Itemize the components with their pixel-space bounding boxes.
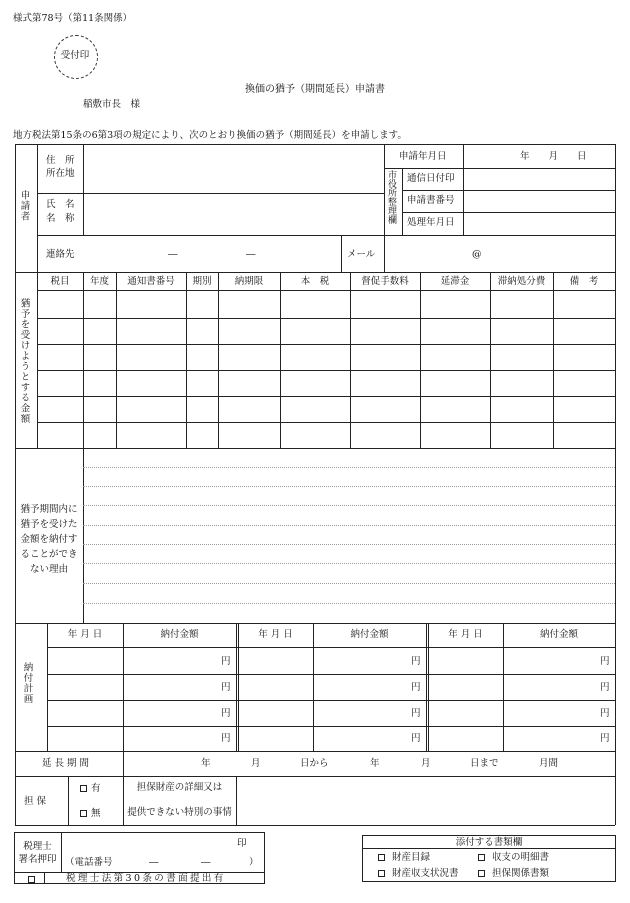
attachment-income-statement[interactable]: 収支の明細書 bbox=[478, 853, 549, 863]
col-principal-tax: 本 税 bbox=[300, 276, 330, 287]
table-right-border bbox=[615, 144, 616, 825]
yen-mark: 円 bbox=[411, 733, 421, 744]
col-due-date: 納期限 bbox=[234, 276, 264, 287]
office-use-vertical-label: 市役所整理欄 bbox=[386, 170, 396, 224]
address-label: 住 所 bbox=[46, 155, 75, 166]
collateral-note-2: 提供できない特別の事情 bbox=[127, 807, 232, 818]
yen-mark: 円 bbox=[600, 656, 610, 667]
postmark-label: 通信日付印 bbox=[407, 173, 455, 184]
entity-name-label: 名 称 bbox=[46, 213, 75, 224]
stamp-label: 受付印 bbox=[60, 50, 90, 61]
article30-checkbox[interactable] bbox=[28, 874, 39, 885]
phone-dash-2: ― bbox=[246, 249, 256, 260]
yen-mark: 円 bbox=[411, 656, 421, 667]
ext-until-month: 月 bbox=[421, 758, 431, 769]
attachment-collateral-docs[interactable]: 担保関係書類 bbox=[478, 869, 549, 879]
phone-dash: ― bbox=[149, 857, 159, 868]
seal-mark: 印 bbox=[237, 838, 247, 849]
col-tax-item: 税目 bbox=[50, 276, 70, 287]
location-label: 所在地 bbox=[46, 168, 75, 179]
tax-accountant-label: 税理士 bbox=[23, 841, 52, 852]
reason-label: 猶予期間内に 猶予を受けた 金額を納付す ることができ ない理由 bbox=[20, 504, 78, 575]
form-number: 様式第78号（第11条関係） bbox=[13, 13, 133, 24]
table-bottom-border bbox=[15, 825, 615, 826]
col-late-charge: 延滞金 bbox=[440, 276, 470, 287]
processed-date-label: 処理年月日 bbox=[407, 217, 455, 228]
plan-date-header-3: 年 月 日 bbox=[448, 629, 483, 640]
applicant-section-label: 申請者 bbox=[18, 190, 30, 222]
application-date-value: 年 月 日 bbox=[520, 151, 587, 162]
plan-date-header-1: 年 月 日 bbox=[67, 629, 103, 640]
plan-date-header-2: 年 月 日 bbox=[258, 629, 293, 640]
collateral-no-option[interactable]: 無 bbox=[80, 809, 101, 819]
mail-label: メール bbox=[347, 249, 376, 260]
application-number-label: 申請書番号 bbox=[407, 195, 455, 206]
yen-mark: 円 bbox=[221, 656, 231, 667]
addressee: 稲敷市長 様 bbox=[83, 99, 141, 110]
yen-mark: 円 bbox=[600, 733, 610, 744]
ext-from-day: 日から bbox=[300, 758, 329, 769]
yen-mark: 円 bbox=[411, 708, 421, 719]
article30-text: 税理士法第30条の書面提出有 bbox=[66, 873, 226, 884]
plan-amount-header-1: 納付金額 bbox=[160, 629, 199, 640]
ext-from-year: 年 bbox=[201, 758, 211, 769]
ext-months: 月間 bbox=[539, 758, 559, 769]
intro-text: 地方税法第15条の6第3項の規定により、次のとおり換価の猶予（期間延長）を申請します。 bbox=[13, 130, 407, 141]
phone-close-paren: ） bbox=[249, 857, 259, 868]
ext-until-day: 日まで bbox=[470, 758, 499, 769]
table-left-border bbox=[15, 144, 16, 825]
contact-phone-field[interactable] bbox=[86, 238, 338, 270]
name-field[interactable] bbox=[86, 196, 382, 233]
ext-from-month: 月 bbox=[251, 758, 261, 769]
attachment-property-list[interactable]: 財産目録 bbox=[378, 853, 430, 863]
collateral-label: 担 保 bbox=[24, 796, 47, 807]
amount-section-label: 猶予を受けようとする金額 bbox=[18, 298, 30, 424]
checkbox-no[interactable] bbox=[80, 810, 87, 817]
contact-label: 連絡先 bbox=[46, 249, 75, 260]
plan-amount-header-3: 納付金額 bbox=[539, 629, 578, 640]
application-date-label: 申請年月日 bbox=[399, 151, 447, 162]
checkbox-yes[interactable] bbox=[80, 785, 87, 792]
col-notice-number: 通知書番号 bbox=[127, 276, 175, 287]
reason-textarea[interactable] bbox=[86, 451, 612, 620]
plan-amount-header-2: 納付金額 bbox=[350, 629, 389, 640]
yen-mark: 円 bbox=[600, 708, 610, 719]
collateral-note-1: 担保財産の詳細又は bbox=[136, 782, 223, 793]
phone-label: （電話番号 bbox=[65, 857, 113, 868]
yen-mark: 円 bbox=[221, 708, 231, 719]
col-remarks: 備 考 bbox=[569, 276, 599, 287]
name-label: 氏 名 bbox=[46, 199, 75, 210]
col-year: 年度 bbox=[89, 276, 109, 287]
collateral-yes-option[interactable]: 有 bbox=[80, 784, 101, 794]
collateral-details-field[interactable] bbox=[239, 779, 612, 822]
table-top-border bbox=[15, 144, 615, 145]
form-title: 換価の猶予（期間延長）申請書 bbox=[245, 84, 385, 95]
attachment-property-income-status[interactable]: 財産収支状況書 bbox=[378, 869, 459, 879]
payment-plan-label: 納付計画 bbox=[21, 662, 33, 704]
extension-period-label: 延 長 期 間 bbox=[42, 758, 90, 769]
address-field[interactable] bbox=[86, 147, 382, 191]
phone-dash: ― bbox=[201, 857, 211, 868]
email-field[interactable] bbox=[387, 238, 612, 270]
yen-mark: 円 bbox=[221, 733, 231, 744]
yen-mark: 円 bbox=[411, 682, 421, 693]
col-disposition-cost: 滞納処分費 bbox=[497, 276, 546, 287]
signature-seal-label: 署名押印 bbox=[18, 854, 57, 865]
yen-mark: 円 bbox=[221, 682, 231, 693]
ext-until-year: 年 bbox=[370, 758, 380, 769]
yen-mark: 円 bbox=[600, 682, 610, 693]
col-demand-fee: 督促手数料 bbox=[361, 276, 409, 287]
mail-at-mark: @ bbox=[472, 249, 482, 260]
attachments-title: 添付する書類欄 bbox=[455, 837, 523, 848]
col-period: 期別 bbox=[192, 276, 212, 287]
phone-dash-1: ― bbox=[168, 249, 178, 260]
